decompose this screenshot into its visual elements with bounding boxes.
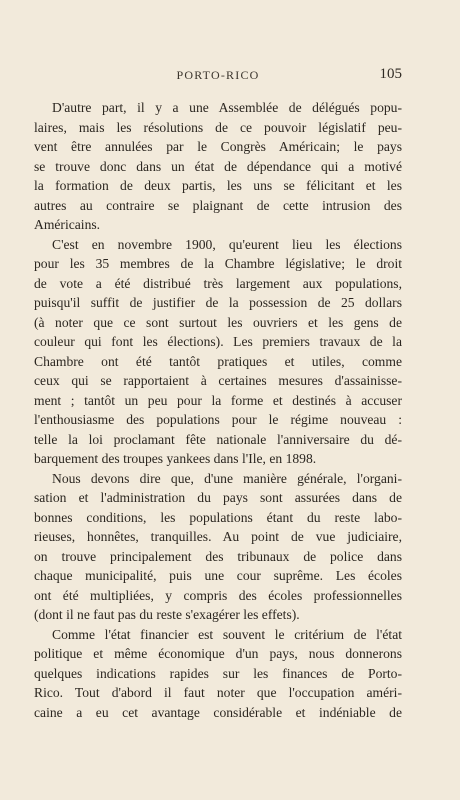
paragraph-3: [34, 469, 402, 625]
paragraph-2: [34, 235, 402, 469]
text-line: ceux qui se rapportaient à certaines mesures d'assainisse-: [34, 373, 402, 388]
text-line: puisqu'il suffit de justifier de la possession de 25 dollars: [34, 295, 402, 310]
text-line: Américains.: [34, 217, 101, 232]
text-line: Comme l'état financier est souvent le critérium de l'état: [52, 626, 402, 642]
text-line: vent être annulées par le Congrès Américain; le pays: [34, 139, 402, 154]
text-line: C'est en novembre 1900, qu'eurent lieu les élections: [52, 236, 402, 252]
text-line: Nous devons dire que, d'une manière générale, l'organi-: [52, 470, 402, 486]
text-line: D'autre part, il y a une Assemblée de délégués popu-: [52, 100, 402, 115]
page-number: 105: [379, 66, 402, 82]
text-line: pour les 35 membres de la Chambre législative; le droit: [34, 256, 402, 271]
text-line: se trouve donc dans un état de dépendance qui a motivé: [34, 158, 402, 174]
text-line: autres au contraire se plaignant de cette intrusion des: [34, 197, 402, 213]
text-line: on trouve principalement des tribunaux de police dans: [34, 548, 402, 564]
text-line: politique et même économique d'un pays, nous donnerons: [34, 646, 402, 661]
text-line: la formation de deux partis, les uns se félicitant et les: [34, 178, 402, 193]
text-line: sation et l'administration du pays sont assurées dans de: [34, 490, 402, 505]
text-line: Rico. Tout d'abord il faut noter que l'occupation améri-: [34, 685, 402, 700]
text-line: telle la loi proclamant fête nationale l'anniversaire du dé-: [34, 431, 402, 447]
text-line: chaque municipalité, puis une cour suprême. Les écoles: [34, 568, 402, 583]
text-line: quelques indications rapides sur les finances de Porto-: [34, 665, 402, 681]
text-line: barquement des troupes yankees dans l'Ile, en 1898.: [34, 451, 317, 466]
text-line: l'enthousiasme des populations pour le régime nouveau :: [34, 412, 402, 427]
text-line: (à noter que ce sont surtout les ouvriers et les gens de: [34, 314, 402, 330]
text-line: rieuses, honnêtes, tranquilles. Au point de vue judiciaire,: [34, 529, 402, 544]
text-line: laires, mais les résolutions de ce pouvoir législatif peu-: [34, 119, 402, 135]
text-line: ment ; tantôt un peu pour la forme et destinés à accuser: [34, 392, 402, 408]
running-title: PORTO-RICO: [176, 68, 260, 82]
text-line: Chambre ont été tantôt pratiques et utiles, comme: [34, 353, 402, 369]
body-text: [34, 98, 402, 722]
text-line: couleur qui font les élections). Les premiers travaux de la: [34, 334, 402, 349]
paragraph-1: [34, 98, 402, 235]
text-line: ont été multipliées, y compris des écoles professionnelles: [34, 587, 402, 603]
text-line: (dont il ne faut pas du reste s'exagérer les effets).: [34, 607, 300, 622]
text-line: caine a eu cet avantage considérable et indéniable de: [34, 704, 402, 720]
paragraph-4: [34, 625, 402, 723]
text-line: bonnes conditions, les populations étant du reste labo-: [34, 509, 402, 525]
page-header: [34, 68, 402, 88]
text-line: de vote a été distribué très largement aux populations,: [34, 275, 402, 291]
